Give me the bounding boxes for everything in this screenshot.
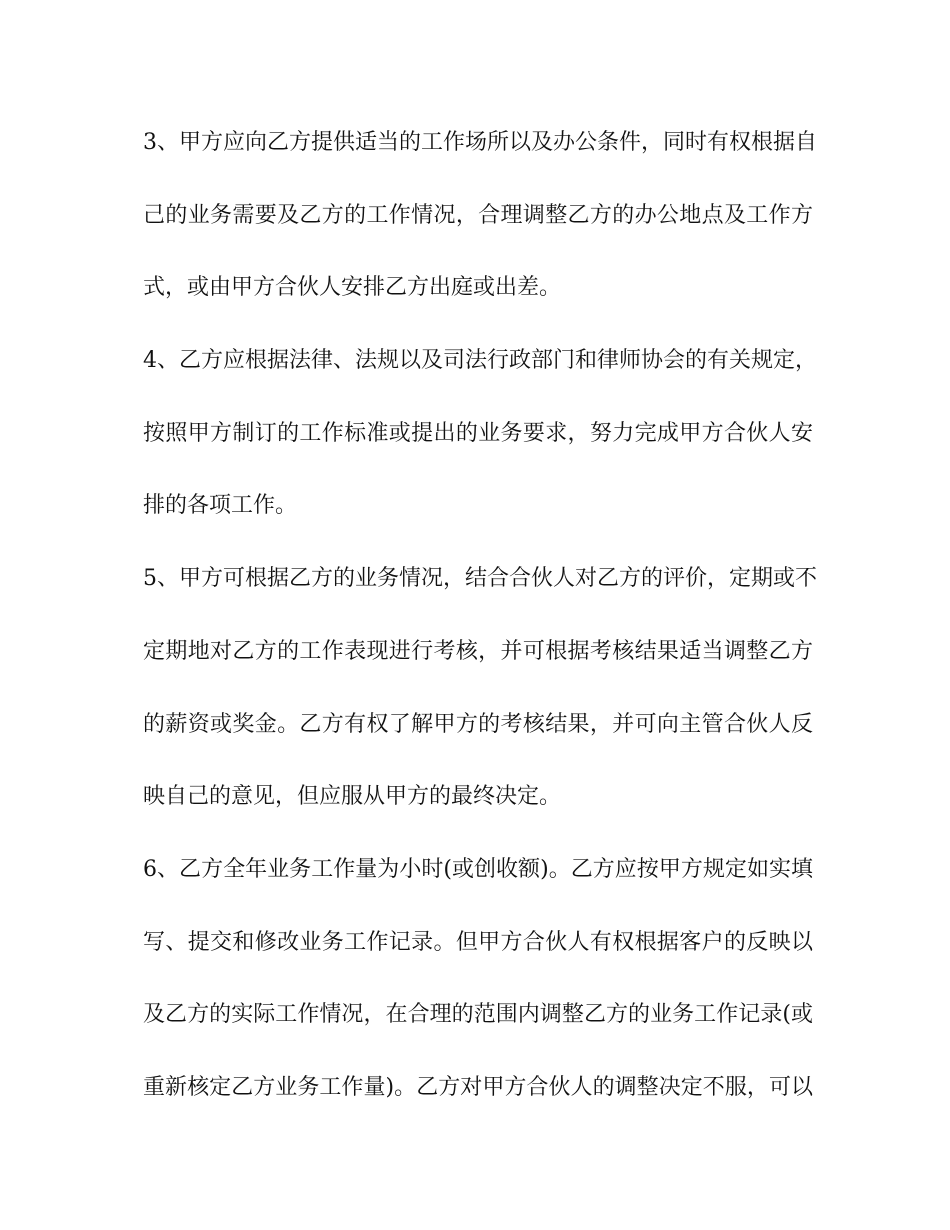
clause-5-line-4: 映自己的意见，但应服从甲方的最终决定。 [143, 784, 562, 810]
clause-6-line-4: 重新核定乙方业务工作量)。乙方对甲方合伙人的调整决定不服，可以 [143, 1074, 813, 1100]
document-body [143, 121, 817, 1139]
clause-4-line-2: 按照甲方制订的工作标准或提出的业务要求，努力完成甲方合伙人安 [143, 420, 813, 446]
clause-6-line-1: 6、乙方全年业务工作量为小时(或创收额)。乙方应按甲方规定如实填 [143, 856, 813, 882]
clause-5-line-2: 定期地对乙方的工作表现进行考核，并可根据考核结果适当调整乙方 [143, 638, 813, 664]
clause-6-line-3: 及乙方的实际工作情况，在合理的范围内调整乙方的业务工作记录(或 [143, 1002, 813, 1028]
clause-6-line-2: 写、提交和修改业务工作记录。但甲方合伙人有权根据客户的反映以 [143, 929, 813, 955]
clause-5-line-3: 的薪资或奖金。乙方有权了解甲方的考核结果，并可向主管合伙人反 [143, 711, 813, 737]
clause-3-line-2: 己的业务需要及乙方的工作情况，合理调整乙方的办公地点及工作方 [143, 202, 813, 228]
clause-4-line-1: 4、乙方应根据法律、法规以及司法行政部门和律师协会的有关规定， [143, 348, 817, 374]
clause-5-line-1: 5、甲方可根据乙方的业务情况，结合合伙人对乙方的评价，定期或不 [143, 566, 817, 592]
clause-4-line-3: 排的各项工作。 [143, 493, 298, 519]
clause-3-line-1: 3、甲方应向乙方提供适当的工作场所以及办公条件，同时有权根据自 [143, 130, 817, 155]
clause-3-line-3: 式，或由甲方合伙人安排乙方出庭或出差。 [143, 275, 562, 301]
